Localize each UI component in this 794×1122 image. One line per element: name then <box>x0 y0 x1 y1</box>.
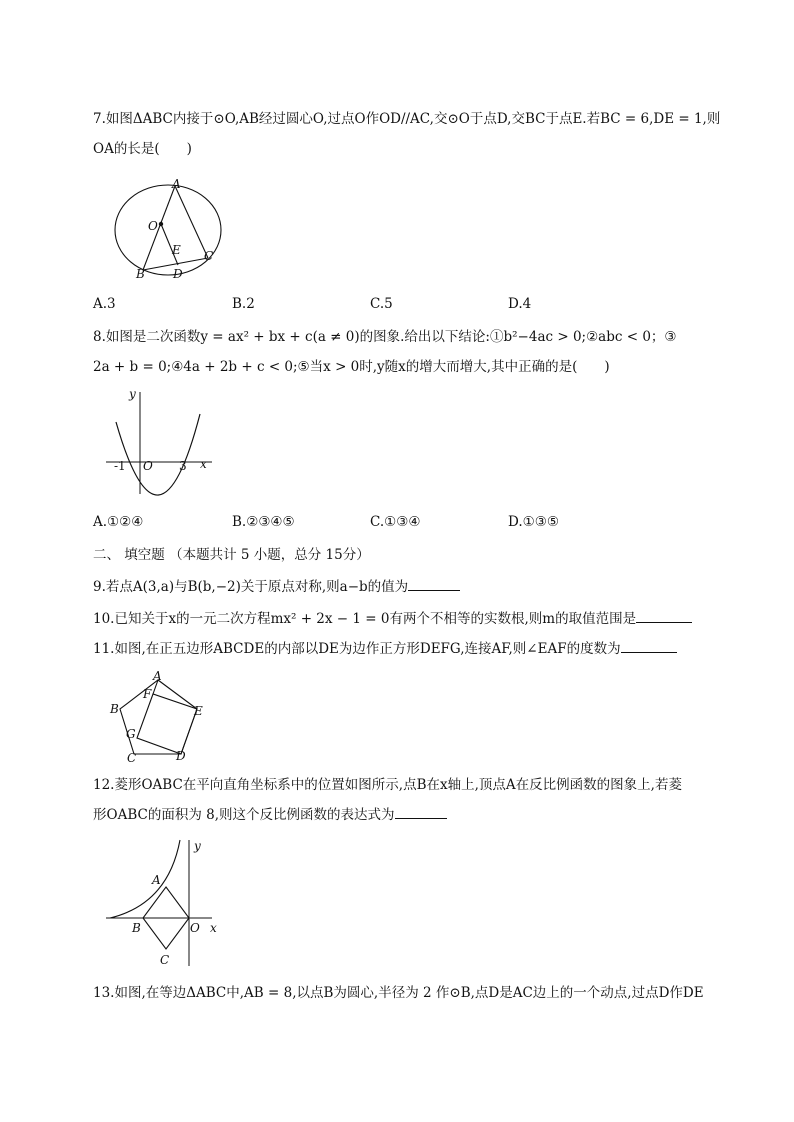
q7-figure <box>108 174 228 282</box>
q7-option-d: D.4 <box>508 296 532 312</box>
q8-option-a: A.①②④ <box>93 514 144 530</box>
q8-label-y: y <box>129 388 136 401</box>
q12-label-x: x <box>210 921 217 935</box>
q12-stem-line1: 12.菱形OABC在平向直角坐标系中的位置如图所示,点B在x轴上,顶点A在反比例函数的图象上,若菱 <box>93 777 682 793</box>
q8-stem-line2: 2a + b = 0;④4a + 2b + c < 0;⑤当x > 0时,y随x的增大而增大,其中正确的是( ) <box>93 359 610 375</box>
q8-option-d: D.①③⑤ <box>508 514 559 530</box>
q8-figure <box>104 388 220 498</box>
q12-label-b: B <box>132 921 141 935</box>
q7-label-o: O <box>148 219 158 233</box>
q11-label-b: B <box>110 702 119 716</box>
q8-option-b: B.②③④⑤ <box>232 514 295 530</box>
q8-stem-line1: 8.如图是二次函数y = ax² + bx + c(a ≠ 0)的图象.给出以下结论:①b²−4ac > 0;②abc < 0；③ <box>93 329 677 345</box>
q8-option-c: C.①③④ <box>370 514 421 530</box>
q8-label-o: O <box>143 459 153 473</box>
q11-label-d: D <box>176 749 186 762</box>
q10-row <box>93 610 692 628</box>
q12-label-c: C <box>160 953 170 967</box>
q12-row <box>93 806 447 824</box>
q12-answer-blank[interactable] <box>395 806 447 819</box>
q12-label-y: y <box>194 839 201 853</box>
q7-stem-line1: 7.如图ΔABC内接于⊙O,AB经过圆心O,过点O作OD//AC,交⊙O于点D,交BC于点E.若BC = 6,DE = 1,则 <box>93 111 721 127</box>
q11-label-c: C <box>127 751 137 762</box>
q7-label-e: E <box>172 243 181 257</box>
q10-answer-blank[interactable] <box>636 610 692 623</box>
q7-label-d: D <box>173 267 183 281</box>
q11-text: 11.如图,在正五边形ABCDE的内部以DE为边作正方形DEFG,连接AF,则∠EAF的度数为 <box>93 641 621 657</box>
q7-stem-line2: OA的长是( ) <box>93 141 192 157</box>
q12-text: 形OABC的面积为 8,则这个反比例函数的表达式为 <box>93 807 395 823</box>
q12-label-o: O <box>190 921 200 935</box>
q7-option-c: C.5 <box>370 296 393 312</box>
q13-stem-line1: 13.如图,在等边ΔABC中,AB = 8,以点B为圆心,半径为 2 作⊙B,点D是AC边上的一个动点,过点D作DE <box>93 985 704 1001</box>
q11-figure <box>108 670 212 762</box>
q7-option-b: B.2 <box>232 296 255 312</box>
q7-label-a: A <box>172 177 181 191</box>
q8-label-neg1: -1 <box>114 459 126 473</box>
q7-label-b: B <box>136 267 145 281</box>
q11-label-e: E <box>194 704 203 718</box>
q9-row <box>93 578 460 596</box>
section-heading: 二、 填空题 （本题共计 5 小题，总分 15分） <box>93 547 370 563</box>
q12-figure <box>106 838 228 968</box>
q11-row <box>93 640 677 658</box>
q11-label-g: G <box>126 727 136 741</box>
q7-label-c: C <box>204 249 214 263</box>
q8-label-x: x <box>200 457 207 471</box>
q11-label-a: A <box>153 670 162 683</box>
q9-text: 9.若点A(3,a)与B(b,−2)关于原点对称,则a−b的值为 <box>93 579 409 595</box>
q11-label-f: F <box>143 687 152 701</box>
q7-option-a: A.3 <box>93 296 116 312</box>
q12-label-a: A <box>152 873 161 887</box>
q10-text: 10.已知关于x的一元二次方程mx² + 2x − 1 = 0有两个不相等的实数根,则m的取值范围是 <box>93 611 637 627</box>
q8-label-three: 3 <box>179 459 187 473</box>
q11-answer-blank[interactable] <box>621 640 677 653</box>
q9-answer-blank[interactable] <box>408 578 460 591</box>
